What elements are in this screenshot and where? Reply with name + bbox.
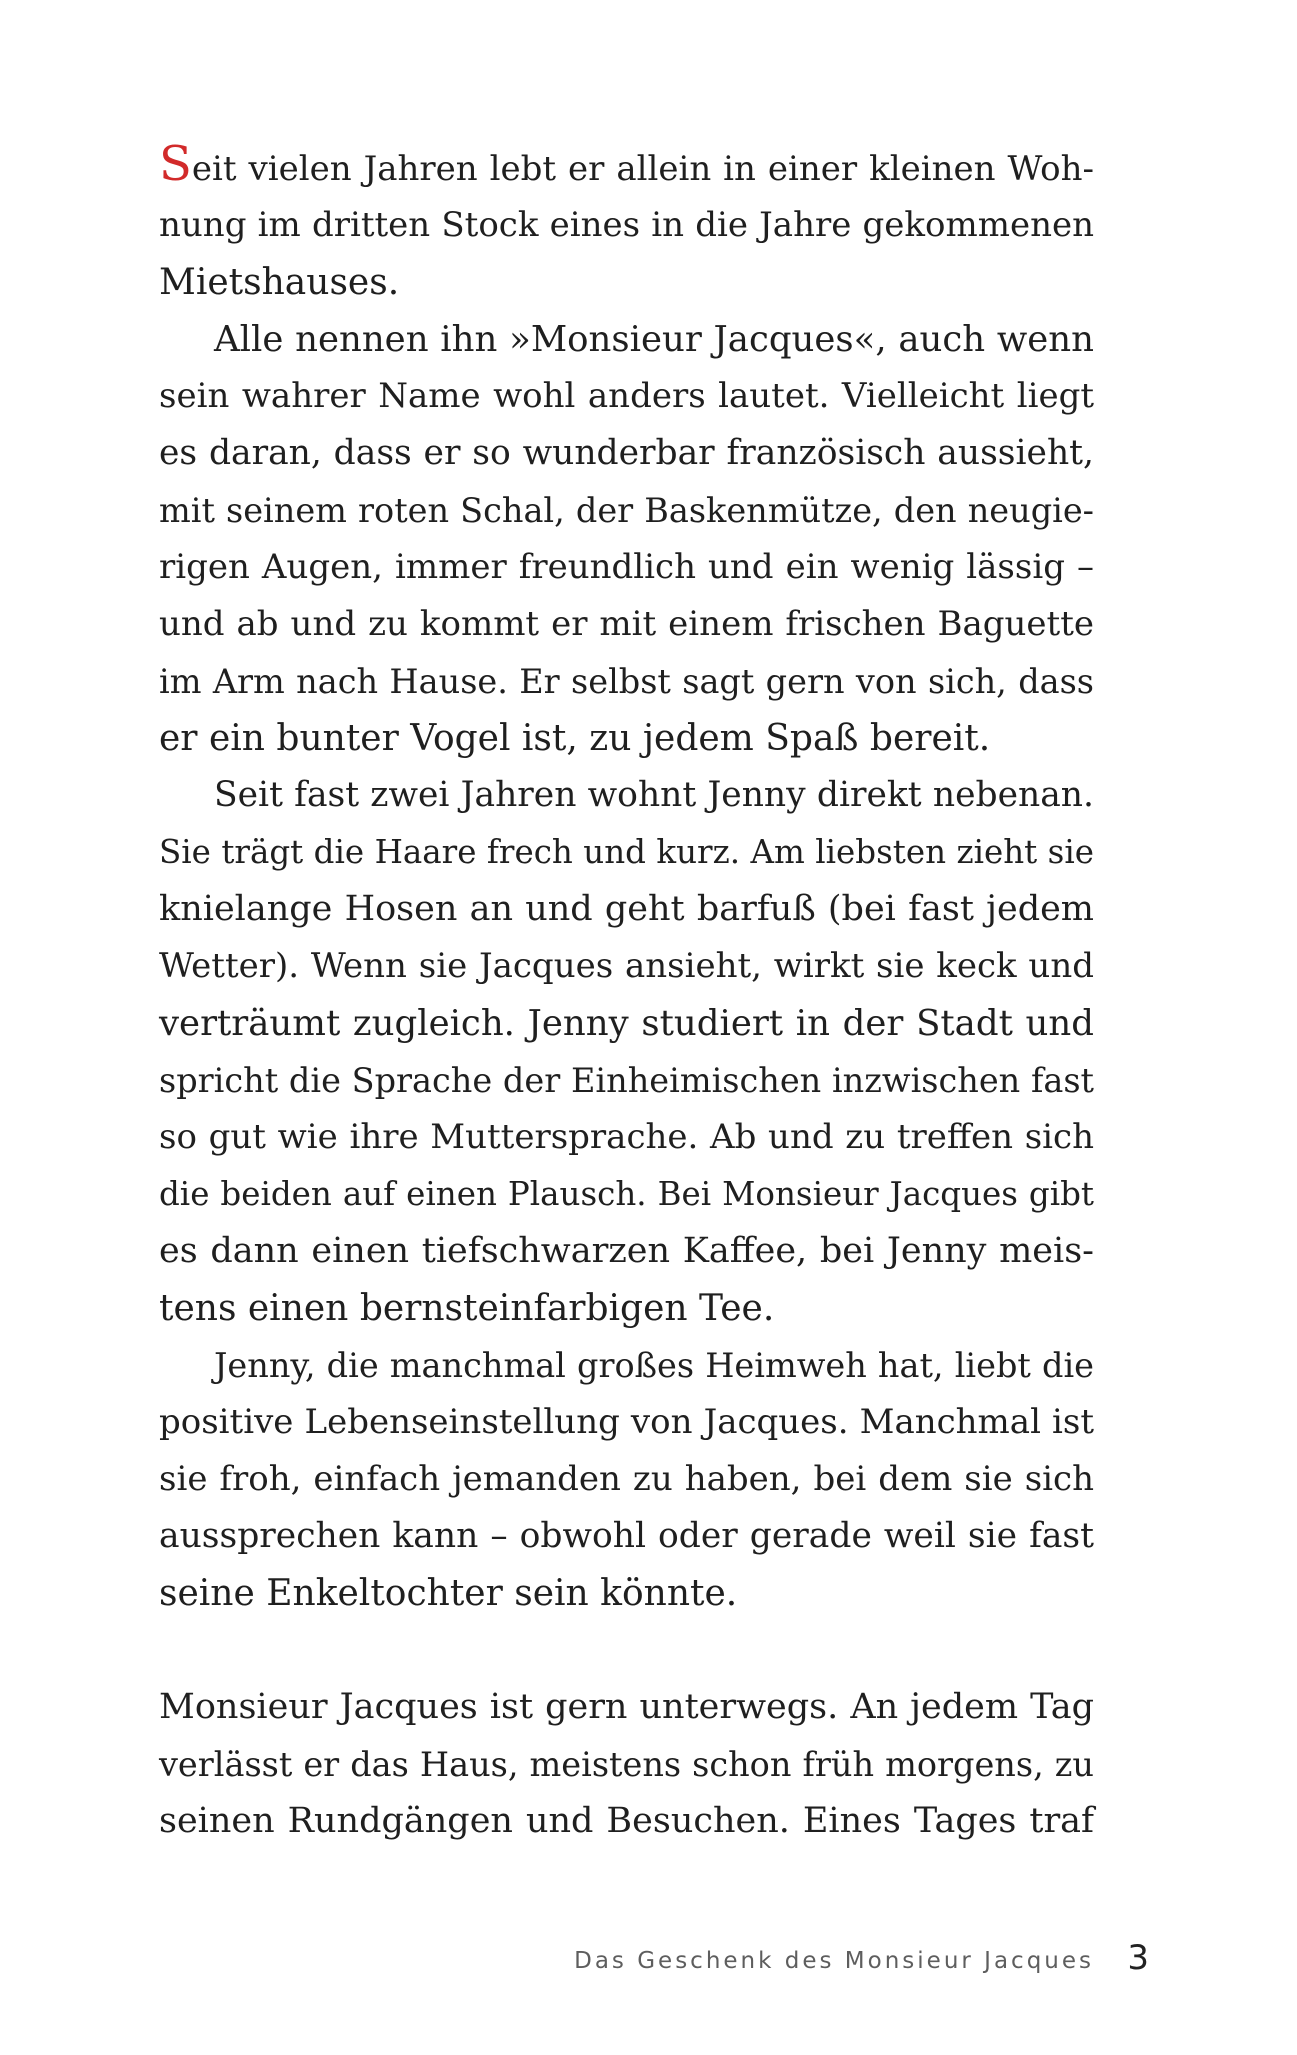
text-line: Sie trägt die Haare frech und kurz. Am liebsten zieht sie [159,833,1094,871]
running-title: Das Geschenk des Monsieur Jacques [574,1948,1094,1974]
text-line: so gut wie ihre Muttersprache. Ab und zu treffen sich [159,1117,1094,1157]
text-line: es dann einen tiefschwarzen Kaffee, bei Jenny meis- [159,1231,1094,1271]
book-page-body [159,136,1094,1850]
paragraph-4 [159,1337,1094,1622]
page-number: 3 [1127,1938,1149,1978]
text-line: sie froh, einfach jemanden zu haben, bei dem sie sich [159,1459,1094,1499]
text-line: Alle nennen ihn »Monsieur Jacques«, auch wenn [214,319,1094,360]
paragraph-3 [159,767,1094,1337]
text-line: nung im dritten Stock eines in die Jahre gekommenen [159,205,1094,245]
text-line: seine Enkeltochter sein könnte. [159,1573,738,1614]
text-line [159,136,1094,197]
text-line-content: eit vielen Jahren lebt er allein in einer kleinen Woh- [191,149,1094,189]
text-line: Jenny, die manchmal großes Heimweh hat, liebt die [214,1346,1094,1385]
text-line: und ab und zu kommt er mit einem frischen Baguette [159,604,1094,644]
text-line: es daran, dass er so wunderbar französisch aussieht, [159,433,1094,473]
text-line: sein wahrer Name wohl anders lautet. Vielleicht liegt [159,376,1094,416]
page-footer [0,1938,1297,1988]
text-line: rigen Augen, immer freundlich und ein wenig lässig – [159,547,1094,587]
text-line: aussprechen kann – obwohl oder gerade weil sie fast [159,1516,1094,1556]
text-line: positive Lebenseinstellung von Jacques. Manchmal ist [159,1402,1094,1442]
text-line: spricht die Sprache der Einheimischen inzwischen fast [159,1061,1094,1100]
text-line: Wetter). Wenn sie Jacques ansieht, wirkt sie keck und [159,946,1094,986]
text-line: im Arm nach Hause. Er selbst sagt gern von sich, dass [159,662,1094,701]
text-line: seinen Rundgängen und Besuchen. Eines Tages traf [159,1801,1094,1841]
text-line: verträumt zugleich. Jenny studiert in der Stadt und [159,1003,1094,1044]
drop-initial: S [159,136,192,192]
text-line: mit seinem roten Schal, der Baskenmütze, den neugie- [159,491,1094,530]
text-line: Seit fast zwei Jahren wohnt Jenny direkt nebenan. [214,775,1094,815]
text-line: knielange Hosen an und geht barfuß (bei fast jedem [159,889,1094,929]
paragraph-1 [159,136,1094,311]
text-line: Mietshauses. [159,262,400,303]
text-line: verlässt er das Haus, meistens schon früh morgens, zu [159,1745,1094,1784]
paragraph-5 [159,1679,1094,1850]
text-line: die beiden auf einen Plausch. Bei Monsieur Jacques gibt [159,1175,1094,1213]
text-line: tens einen bernsteinfarbigen Tee. [159,1288,775,1329]
paragraph-2 [159,311,1094,767]
section-break [159,1622,1094,1679]
text-line: Monsieur Jacques ist gern unterwegs. An jedem Tag [159,1687,1094,1727]
text-line: er ein bunter Vogel ist, zu jedem Spaß bereit. [159,718,991,759]
